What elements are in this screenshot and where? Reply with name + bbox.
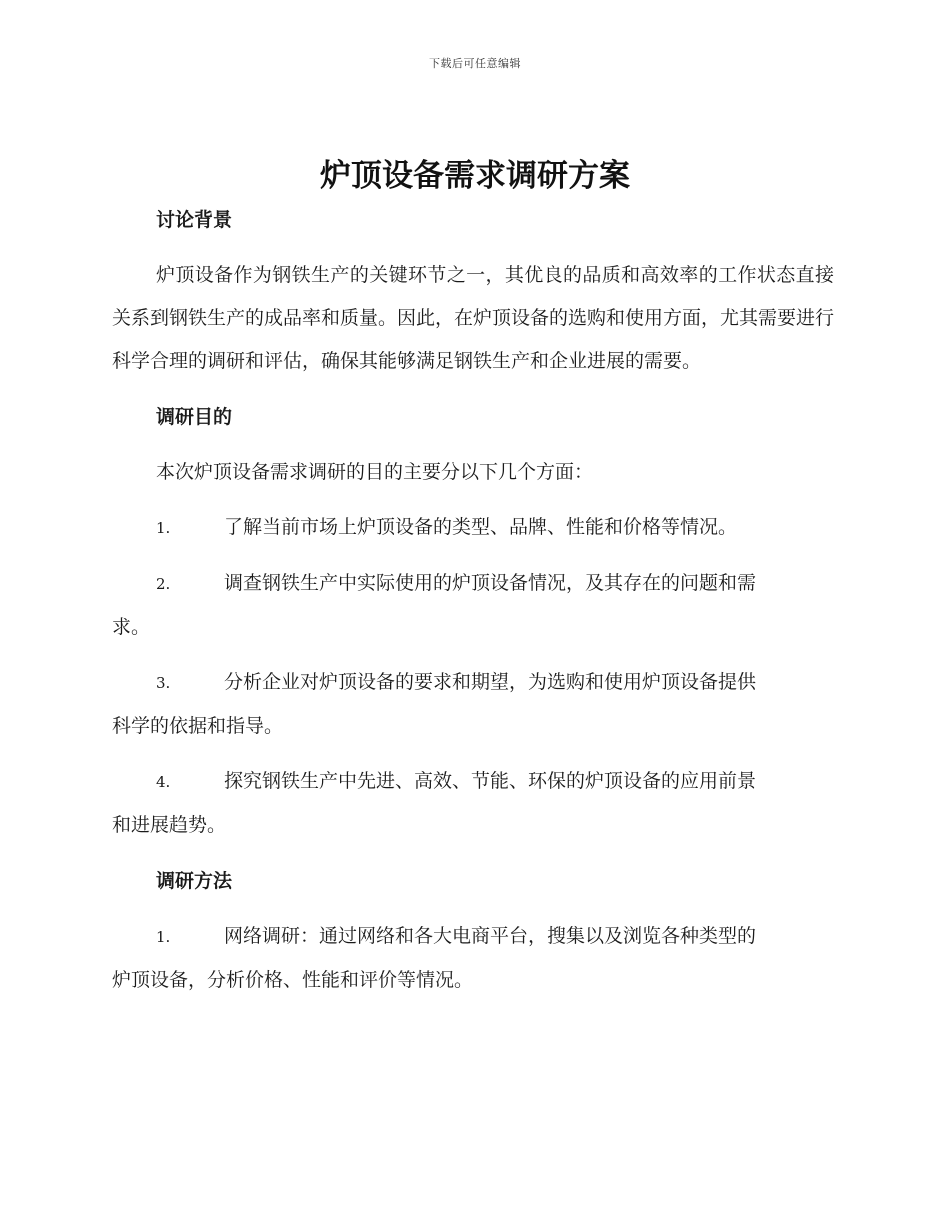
list-text: 了解当前市场上炉顶设备的类型、品牌、性能和价格等情况。 xyxy=(224,516,738,538)
list-item xyxy=(112,760,834,847)
list-number: 1. xyxy=(156,519,171,537)
background-paragraph: 炉顶设备作为钢铁生产的关键环节之一，其优良的品质和高效率的工作状态直接关系到钢铁生产的成品率和质量。因此，在炉顶设备的选购和使用方面，尤其需要进行科学合理的调研和评估，确保其能够满足钢铁生产和企业进展的需要。 xyxy=(112,264,835,372)
section-heading-purpose: 调研目的 xyxy=(156,406,233,428)
list-text-continued: 和进展趋势。 xyxy=(112,814,227,836)
list-number: 3. xyxy=(156,674,171,692)
list-text: 探究钢铁生产中先进、高效、节能、环保的炉顶设备的应用前景 xyxy=(224,770,757,792)
list-item xyxy=(112,915,834,1002)
list-text-continued: 求。 xyxy=(112,616,151,638)
list-text-continued: 炉顶设备，分析价格、性能和评价等情况。 xyxy=(112,969,474,991)
list-number: 2. xyxy=(156,575,171,593)
list-text: 网络调研：通过网络和各大电商平台，搜集以及浏览各种类型的 xyxy=(224,925,757,947)
document-body xyxy=(112,198,834,1014)
document-title: 炉顶设备需求调研方案 xyxy=(320,158,630,194)
section-heading-methods: 调研方法 xyxy=(156,870,233,892)
list-item xyxy=(112,562,834,649)
list-item xyxy=(112,506,834,550)
list-item xyxy=(112,661,834,748)
list-text: 调查钢铁生产中实际使用的炉顶设备情况，及其存在的问题和需 xyxy=(224,572,757,594)
list-number: 4. xyxy=(156,773,171,791)
list-number: 1. xyxy=(156,928,171,946)
section-heading-background: 讨论背景 xyxy=(156,209,233,231)
list-text-continued: 科学的依据和指导。 xyxy=(112,715,284,737)
purpose-intro: 本次炉顶设备需求调研的目的主要分以下几个方面： xyxy=(156,461,594,483)
list-text: 分析企业对炉顶设备的要求和期望，为选购和使用炉顶设备提供 xyxy=(224,671,757,693)
header-note: 下载后可任意编辑 xyxy=(429,57,521,70)
